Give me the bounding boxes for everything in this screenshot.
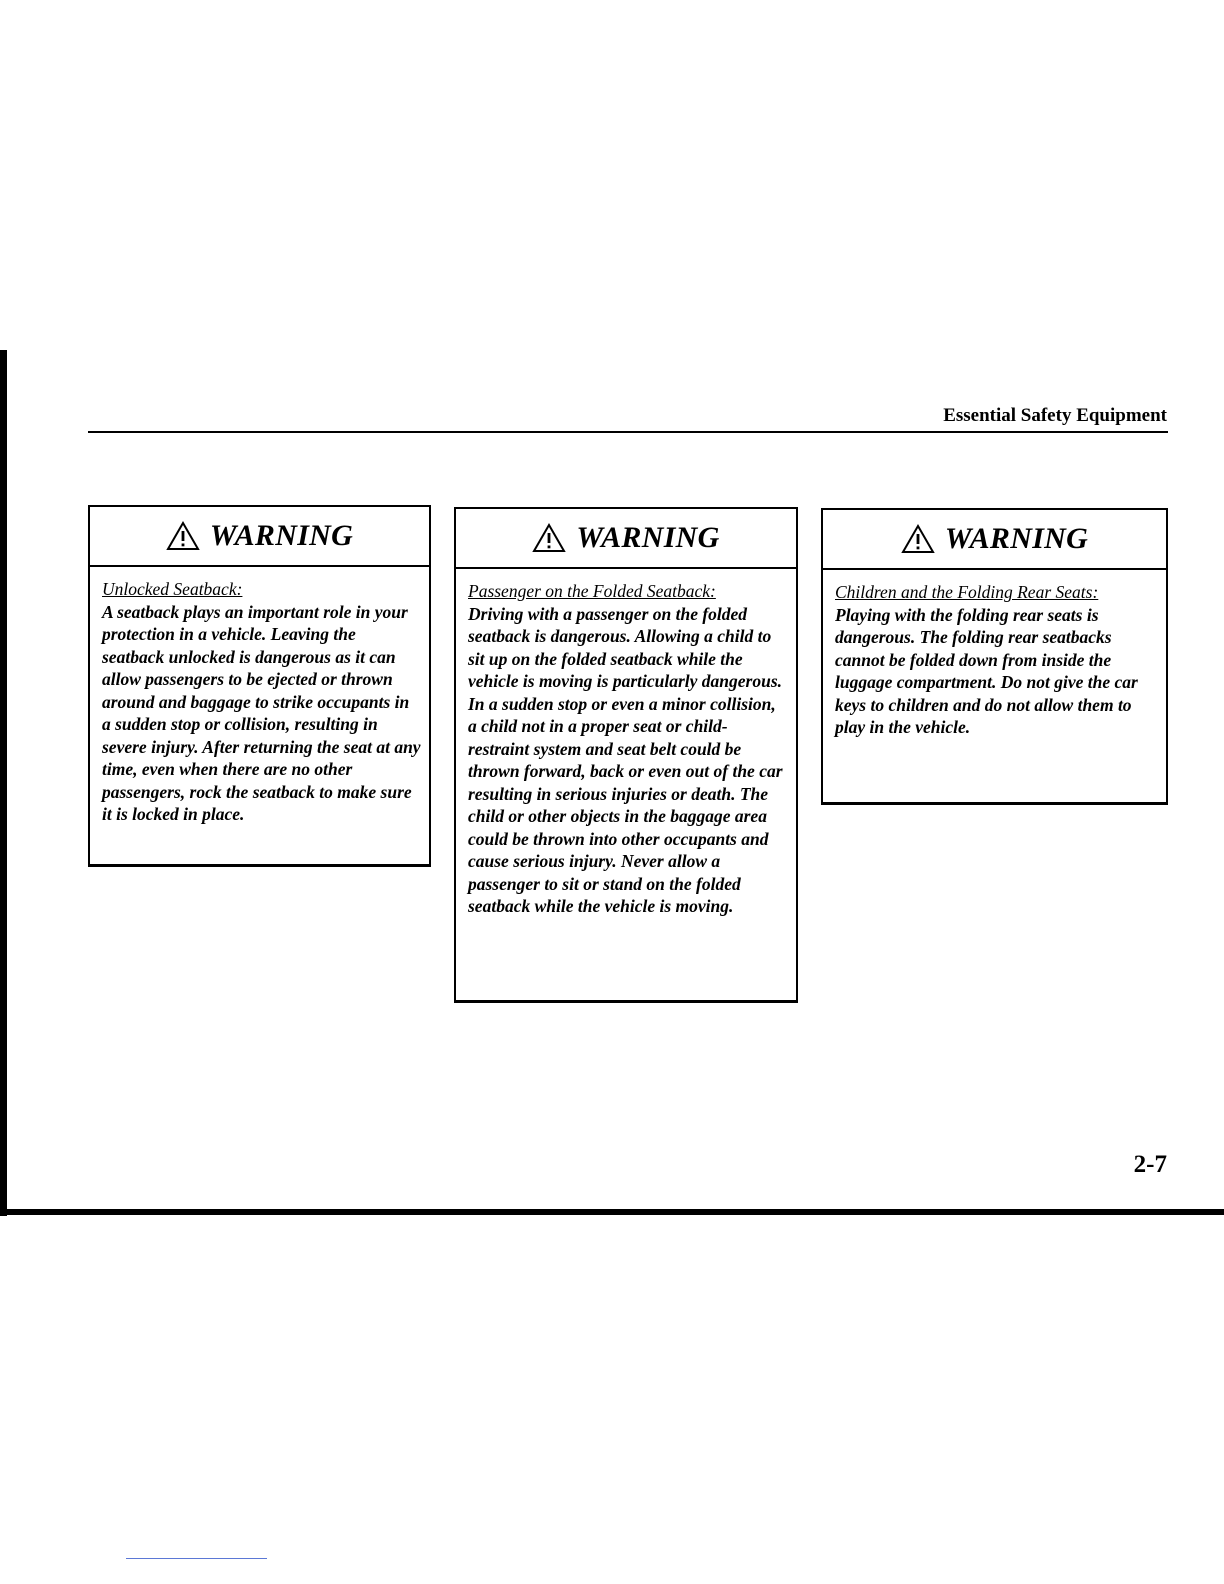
warning-body — [90, 567, 429, 836]
warning-triangle-icon — [166, 521, 200, 551]
warning-text: Playing with the folding rear seats is dangerous. The folding rear seatbacks cannot be folded down from inside the luggage compartment. Do not give the car keys to children and do not allow them to play in the vehicle. — [835, 604, 1138, 737]
page-bottom-rule — [0, 1209, 1224, 1215]
warning-header — [90, 507, 429, 567]
warning-title: WARNING — [209, 519, 354, 552]
warning-text: Driving with a passenger on the folded seatback is dangerous. Allowing a child to sit up on the folded seatback while the vehicle is moving is particularly dangerous. In a sudden stop or even a minor collision, a child not in a proper seat or child-restraint system and seat belt could be thrown forward, back or even out of the car resulting in serious injuries or death. The child or other objects in the baggage area could be thrown into other occupants and cause serious injury. Never allow a passenger to sit or stand on the folded seatback while the vehicle is moving. — [468, 603, 783, 916]
warning-text: A seatback plays an important role in your protection in a vehicle. Leaving the seatback unlocked is dangerous as it can allow passengers to be ejected or thrown around and baggage to strike occupants in a sudden stop or collision, resulting in severe injury. After returning the seat at any time, even when there are no other passengers, rock the seatback to make sure it is locked in place. — [102, 601, 421, 824]
bottom-underline — [126, 1558, 267, 1559]
warning-body — [823, 570, 1166, 749]
warning-box-children-folding-seats — [821, 508, 1168, 805]
warning-title: WARNING — [576, 521, 720, 554]
warning-triangle-icon — [532, 523, 566, 553]
warning-subtitle: Passenger on the Folded Seatback: — [468, 581, 716, 601]
warning-subtitle: Children and the Folding Rear Seats: — [835, 582, 1099, 602]
warning-box-unlocked-seatback — [88, 505, 431, 867]
warning-subtitle: Unlocked Seatback: — [102, 579, 243, 599]
warning-header — [823, 510, 1166, 570]
warning-header — [456, 509, 796, 569]
header-divider — [88, 431, 1168, 433]
warning-box-passenger-folded-seatback — [454, 507, 798, 1003]
warning-body — [456, 569, 796, 928]
section-header: Essential Safety Equipment — [943, 405, 1167, 426]
warning-triangle-icon — [901, 524, 935, 554]
page-number: 2-7 — [1133, 1151, 1167, 1178]
page-edge-bar — [0, 350, 7, 1216]
warning-title: WARNING — [944, 522, 1089, 555]
